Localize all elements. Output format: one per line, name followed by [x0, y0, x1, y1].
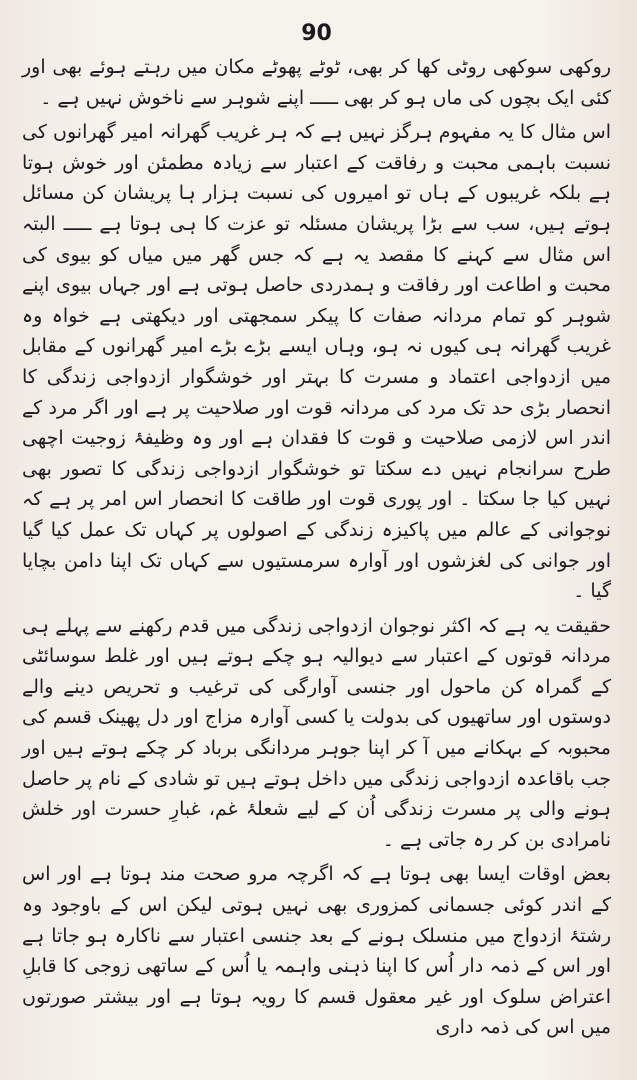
paragraph-2: اس مثال کا یہ مفہوم ہرگز نہیں ہے کہ ہر غریب گھرانہ امیر گھرانوں کی نسبت باہمی محبت و رفاقت کے اعتبار سے زیادہ مطمئن اور خوش ہوتا ہے بلکہ غریبوں کے ہاں تو امیروں کی نسبت ہزار ہا پریشان کن مسائل ہوتے ہیں، سب سے بڑا پریشان مسئلہ تو عزت کا ہی ہوتا ہے ـــــ البتہ اس مثال سے کہنے کا مقصد یہ ہے کہ جس گھر میں میاں کو بیوی کی محبت و اطاعت اور رفاقت و ہمدردی حاصل ہوتی ہے اور جہاں بیوی اپنے شوہر کو تمام مردانہ صفات کا پیکر سمجھتی اور دیکھتی ہے خواہ وہ غریب گھرانہ ہی کیوں نہ ہو، وہاں ایسے بڑے بڑے امیر گھرانوں کے مقابل میں ازدواجی اعتماد و مسرت کا بہتر اور خوشگوار ازدواجی زندگی کا انحصار بڑی حد تک مرد کی مردانہ قوت اور صلاحیت پر ہے اور اگر مرد کے اندر اس لازمی صلاحیت و قوت کا فقدان ہے اور وہ وظیفۂ زوجیت اچھی طرح سرانجام نہیں دے سکتا تو خوشگوار ازدواجی زندگی کا تصور بھی نہیں کیا جا سکتا ۔ اور پوری قوت اور طاقت کا انحصار اس امر پر ہے کہ نوجوانی کے عالم میں پاکیزہ زندگی کے اصولوں پر کہاں تک عمل کیا گیا اور جوانی کی لغزشوں اور آوارہ سرمستیوں سے کہاں تک اپنا دامن بچایا گیا ۔ — [22, 121, 611, 603]
paragraph-3: حقیقت یہ ہے کہ اکثر نوجوان ازدواجی زندگی میں قدم رکھنے سے پہلے ہی مردانہ قوتوں کے اعتبار سے دیوالیہ ہو چکے ہوتے ہیں اور غلط سوسائٹی کے گمراہ کن ماحول اور جنسی آوارگی کی ترغیب و تحریص دینے والے دوستوں اور ساتھیوں کی بدولت یا کسی آوارہ مزاج اور دل پھینک قسم کی محبوبہ کے بہکانے میں آ کر اپنا جوہر مردانگی برباد کر چکے ہوتے ہیں اور جب باقاعدہ ازدواجی زندگی میں داخل ہوتے ہیں تو شادی کے نام پر حاصل ہونے والی پر مسرت زندگی اُن کے لیے شعلۂ غم، غبارِ حسرت اور خلش نامرادی بن کر رہ جاتی ہے ۔ — [22, 614, 611, 851]
paragraph-1: روکھی سوکھی روٹی کھا کر بھی، ٹوٹے پھوٹے مکان میں رہتے ہوئے بھی اور کئی ایک بچوں کی ماں ہو کر بھی ـــــ اپنے شوہر سے ناخوش نہیں ہے ۔ — [22, 56, 611, 109]
urdu-text-block — [22, 52, 611, 1043]
page-number: 90 — [301, 21, 332, 46]
paragraph-4: بعض اوقات ایسا بھی ہوتا ہے کہ اگرچہ مرو صحت مند ہوتا ہے اور اس کے اندر کوئی جسمانی کمزوری بھی نہیں ہوتی لیکن اس کے باوجود وہ رشتۂ ازدواج میں منسلک ہونے کے بعد جنسی اعتبار سے ناکارہ ہو جاتا ہے اور اس کے ذمہ دار اُس کا اپنا ذہنی واہمہ یا اُس کے ساتھی زوجی کا قابلِ اعتراض سلوک اور غیر معقول قسم کا رویہ ہوتا ہے اور بیشتر صورتوں میں اس کی ذمہ داری — [22, 863, 611, 1039]
